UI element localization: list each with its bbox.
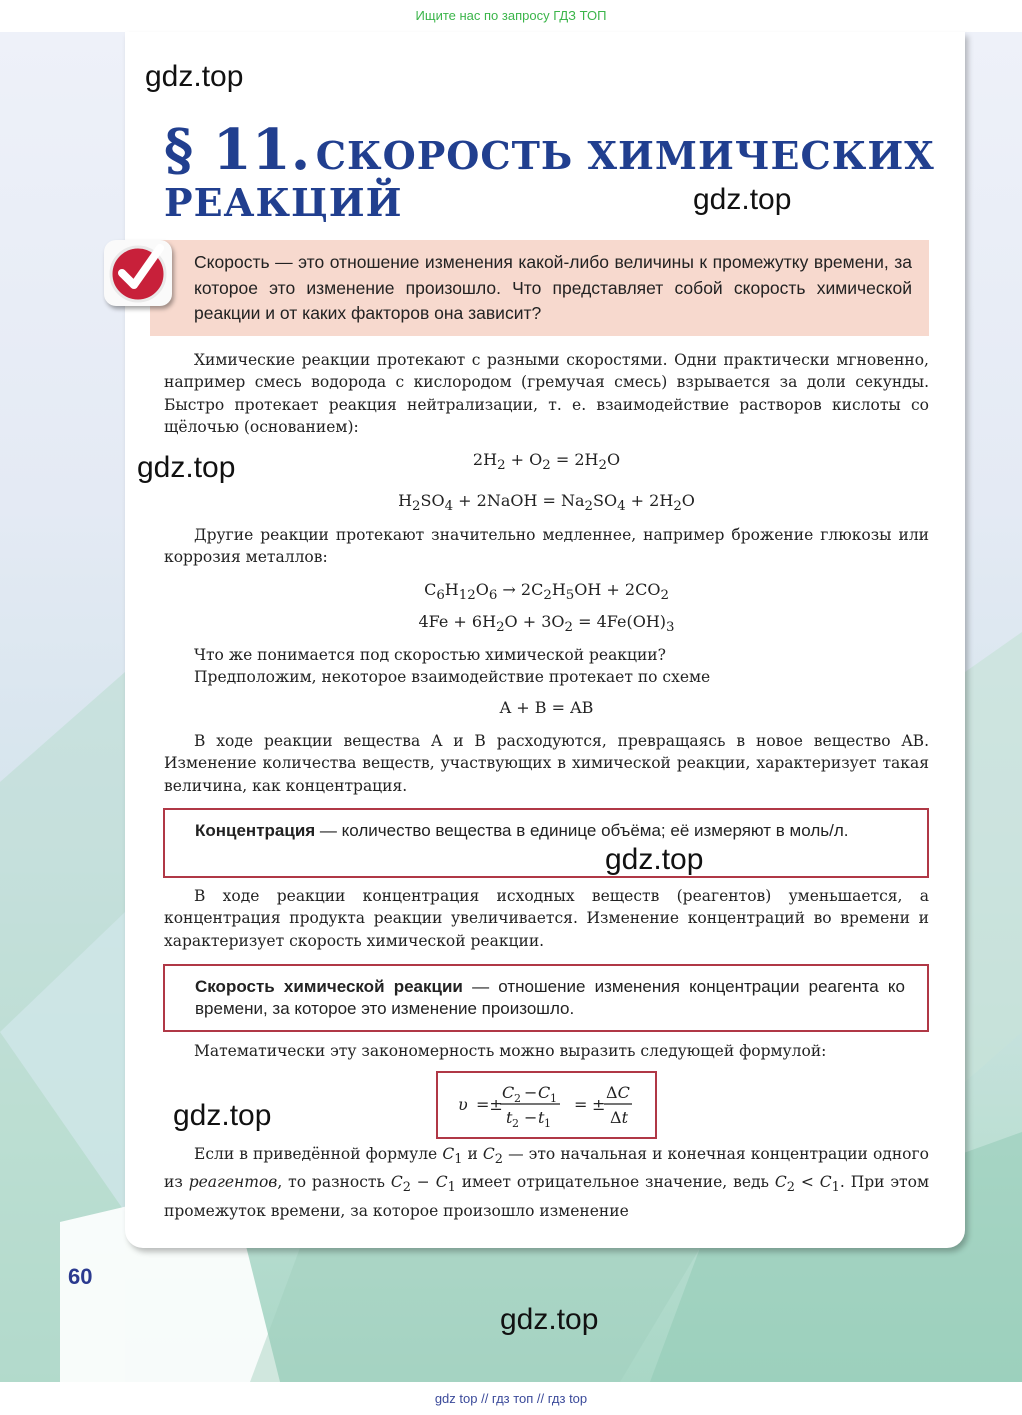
svg-text:t: t bbox=[538, 1108, 545, 1127]
svg-text:−: − bbox=[524, 1108, 538, 1127]
rate-formula-drawing bbox=[438, 1073, 655, 1137]
definition-reaction-rate-text bbox=[195, 976, 905, 1020]
definition-term: Концентрация bbox=[195, 821, 316, 840]
watermark: gdz.top bbox=[137, 451, 236, 484]
svg-text:ΔC: ΔC bbox=[606, 1083, 630, 1102]
definition-concentration bbox=[163, 808, 929, 878]
svg-text:2: 2 bbox=[514, 1092, 521, 1105]
watermark: gdz.top bbox=[500, 1303, 599, 1336]
svg-text:2: 2 bbox=[512, 1117, 519, 1130]
paragraph-7: Если в приведённой формуле $C_1$ и $C_2$ — это начальная и конечная концентрации одного из реагентов, то разность $C_2 - C_1$ имеет отрицательное значение, ведь $C_2 < C_1$. При этом промежуток времени, за которое произошло изменение bbox=[164, 1145, 930, 1220]
paragraph-1 bbox=[164, 349, 929, 438]
equation-1: $2H_2 + O_2 = 2H_2O$ bbox=[472, 450, 621, 474]
paragraph-4-text: В ходе реакции вещества A и B расходуются, превращаясь в новое вещество AB. Изменение количества веществ, участвующих в химической реакции, характеризует такая величина, как концентрация. bbox=[164, 732, 929, 795]
paragraph-4 bbox=[164, 730, 929, 797]
paragraph-7-part: имеет отрицательное значение, ведь bbox=[461, 1173, 769, 1192]
definition-body: — количество вещества в единице объёма; её измеряют в моль/л. bbox=[315, 821, 849, 840]
paragraph-7-part: Если в приведённой формуле bbox=[194, 1145, 438, 1163]
equation-2: $H_2SO_4$ + 2NaOH = $Na_2SO_4 + 2H_2O$ bbox=[398, 491, 695, 515]
paragraph-1-text: Химические реакции протекают с разными скоростями. Одни практически мгновенно, например смесь водорода с кислородом (гремучая смесь) взрывается за доли секунды. Быстро протекает реакция нейтрализации, т. е. взаимодействие растворов кислоты со щёлочью (основанием): bbox=[164, 351, 929, 436]
paragraph-7-part: и bbox=[467, 1145, 478, 1163]
watermark: gdz.top bbox=[173, 1099, 272, 1132]
equation-5: A + B = AB bbox=[499, 698, 594, 717]
svg-text:1: 1 bbox=[544, 1117, 551, 1130]
section-title-line2: РЕАКЦИЙ bbox=[164, 180, 403, 225]
section-number: § 11. bbox=[164, 117, 311, 183]
equation-4: $4Fe + 6H_2O + 3O_2 = 4Fe(OH)_3$ bbox=[418, 612, 675, 636]
footer-links[interactable]: gdz top // гдз топ // гдз top bbox=[0, 1382, 1022, 1415]
svg-text:C: C bbox=[502, 1083, 515, 1102]
intro-box bbox=[150, 240, 929, 336]
definition-reaction-rate bbox=[163, 964, 929, 1032]
page-number: 60 bbox=[68, 1264, 93, 1289]
svg-text:=: = bbox=[574, 1095, 588, 1114]
paragraph-7-part: , то разность bbox=[277, 1173, 385, 1192]
checkmark-icon bbox=[104, 240, 172, 306]
equation-3: $C_6H_{12}O_6 \to 2C_2H_5OH + 2CO_2$ bbox=[424, 580, 669, 604]
rate-formula bbox=[436, 1071, 657, 1139]
paragraph-6-text: Математически эту закономерность можно выразить следующей формулой: bbox=[194, 1042, 827, 1060]
paragraph-7-italic: реагентов bbox=[188, 1173, 278, 1192]
paragraph-7-part: . При этом промежуток времени, за которое произошло изменение bbox=[164, 1173, 930, 1220]
section-title-line1: СКОРОСТЬ ХИМИЧЕСКИХ bbox=[315, 133, 935, 178]
paragraph-2 bbox=[164, 524, 929, 569]
paragraph-6 bbox=[164, 1040, 929, 1062]
watermark: gdz.top bbox=[145, 60, 244, 93]
paragraph-3a-text: Что же понимается под скоростью химической реакции? bbox=[194, 646, 666, 664]
watermark: gdz.top bbox=[693, 183, 792, 216]
definition-concentration-text bbox=[195, 820, 905, 842]
paragraph-5-text: В ходе реакции концентрация исходных веществ (реагентов) уменьшается, а концентрация продукта реакции увеличивается. Изменение концентраций во времени и характеризует скорость химической реакции. bbox=[164, 887, 929, 950]
definition-term: Скорость химической реакции bbox=[195, 977, 463, 996]
definition-body: — отношение изменения концентрации реагента ко времени, за которое это изменение произошло. bbox=[195, 977, 905, 1018]
svg-text:±: ± bbox=[592, 1095, 606, 1114]
paragraph-3 bbox=[164, 644, 929, 689]
intro-text: Скорость — это отношение изменения какой-либо величины к промежутку времени, за которое это изменение произошло. Что представляет собой скорость химической реакции и от каких факторов она зависит? bbox=[194, 252, 912, 323]
paragraph-5 bbox=[164, 885, 929, 952]
paragraph-2-text: Другие реакции протекают значительно медленнее, например брожение глюкозы или коррозия металлов: bbox=[164, 526, 929, 567]
svg-text:=±: =± bbox=[476, 1095, 503, 1114]
paragraph-7-part: — это начальная и конечная концентрации одного из bbox=[164, 1145, 929, 1192]
watermark: gdz.top bbox=[605, 843, 704, 876]
svg-text:t: t bbox=[506, 1108, 513, 1127]
top-banner: Ищите нас по запросу ГДЗ ТОП bbox=[415, 8, 607, 23]
svg-text:−: − bbox=[524, 1083, 538, 1102]
paragraph-3b-text: Предположим, некоторое взаимодействие протекает по схеме bbox=[194, 668, 711, 687]
svg-text:1: 1 bbox=[550, 1092, 557, 1105]
svg-text:Δt: Δt bbox=[610, 1108, 628, 1127]
svg-text:C: C bbox=[538, 1083, 551, 1102]
svg-text:υ: υ bbox=[458, 1095, 468, 1114]
